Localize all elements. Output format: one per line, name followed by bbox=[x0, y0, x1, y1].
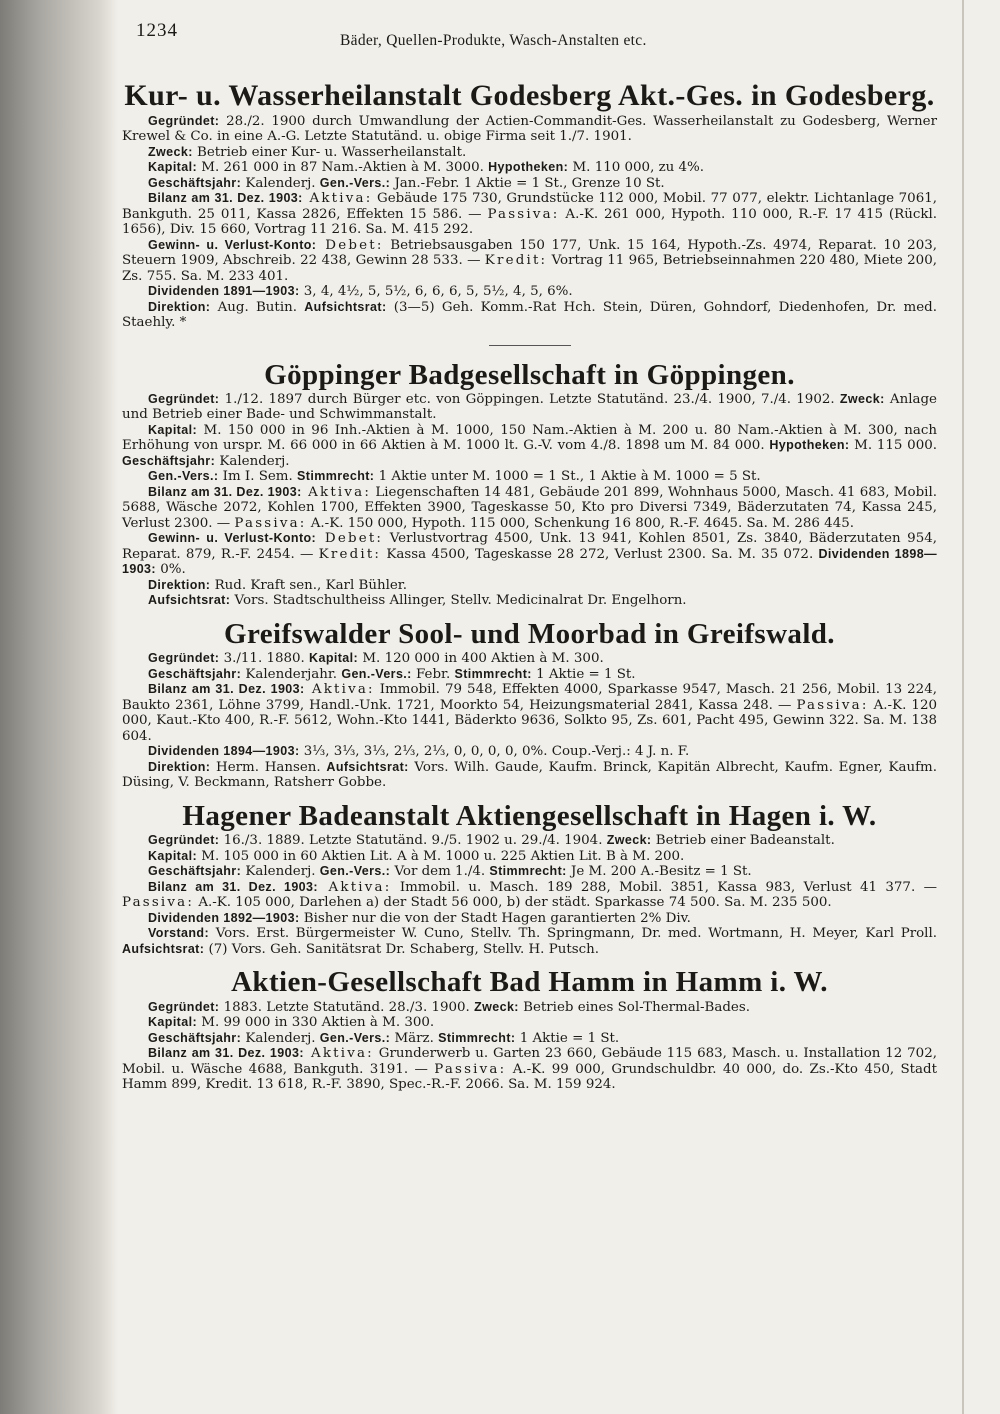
entry-title: Göppinger Badgesellschaft in Göppingen. bbox=[264, 358, 795, 391]
spaced-label: Passiva: bbox=[234, 515, 307, 531]
field-label: Geschäftsjahr: bbox=[148, 1030, 242, 1045]
paragraph bbox=[122, 1046, 937, 1093]
running-title: Bäder, Quellen-Produkte, Wasch-Anstalten etc. bbox=[340, 32, 647, 49]
text-run: Bisher nur die von der Stadt Hagen garantierten 2% Div. bbox=[299, 910, 691, 926]
field-label: Dividenden 1894—1903: bbox=[148, 744, 300, 759]
paragraph bbox=[122, 880, 937, 911]
paragraph bbox=[122, 682, 937, 744]
text-run: Im I. Sem. bbox=[218, 469, 298, 485]
text-run: M. 150 000 in 96 Inh.-Aktien à M. 1000, 150 Nam.-Aktien à M. 200 u. 80 Nam.-Aktien à M. 300, nach Erhöhung von urspr. M. 66 000 in 66 Aktien à M. 1000 lt. G.-V. vom 4./8. 1898 um M. 84 000. bbox=[122, 422, 937, 454]
entry-goeppingen bbox=[122, 360, 937, 609]
field-label: Bilanz am 31. Dez. 1903: bbox=[148, 191, 303, 205]
spaced-label: Passiva: bbox=[434, 1061, 507, 1077]
field-label: Aufsichtsrat: bbox=[122, 941, 205, 956]
text-run: 1 Aktie = 1 St. bbox=[515, 1030, 620, 1046]
paragraph bbox=[122, 1031, 937, 1047]
paragraph bbox=[122, 160, 937, 176]
paragraph bbox=[122, 469, 937, 485]
paragraph bbox=[122, 531, 937, 578]
field-label: Geschäftsjahr: bbox=[148, 666, 242, 681]
field-label: Direktion: bbox=[148, 577, 211, 592]
text-run: Kalenderj. bbox=[215, 453, 290, 469]
field-label: Aufsichtsrat: bbox=[148, 593, 231, 608]
field-label: Kapital: bbox=[148, 1015, 198, 1030]
paragraph bbox=[122, 833, 937, 849]
page-number: 1234 bbox=[136, 20, 178, 41]
text-run: 3⅓, 3⅓, 3⅓, 2⅓, 2⅓, 0, 0, 0, 0, 0%. Coup.-Verj.: 4 J. n. F. bbox=[299, 744, 690, 760]
text-run: Vortrag 11 965, Betriebseinnahmen 220 480, Miete 200, Zs. 755. Sa. M. 233 401. bbox=[122, 253, 937, 284]
text-run: A.-K. 261 000, Hypoth. 110 000, R.-F. 17 415 (Rückl. 1656), Div. 15 660, Vortrag 11 216. Sa. M. 415 292. bbox=[122, 206, 938, 237]
section-divider bbox=[489, 345, 571, 346]
entry-hamm bbox=[122, 967, 937, 1092]
field-label: Gegründet: bbox=[148, 113, 220, 128]
text-run: 1883. Letzte Statutänd. 28./3. 1900. bbox=[219, 999, 475, 1015]
field-label: Gen.-Vers.: bbox=[319, 1030, 391, 1045]
text-run: * bbox=[179, 315, 187, 330]
text-run: Immobil. 79 548, Effekten 4000, Sparkasse 9547, Masch. 21 256, Mobil. 13 224, Baukto 2361, Löhne 3799, Handl.-Unk. 1721, Moorkto 54, Heizungsmaterial 2841, Kassa 248. — bbox=[122, 682, 937, 713]
text-run: Betriebsausgaben 150 177, Unk. 15 164, Hypoth.-Zs. 4974, Reparat. 10 203, Steuern 1909, Abschreib. 22 438, Gewinn 28 533. — bbox=[122, 237, 937, 268]
text-run: Kalenderjahr. bbox=[241, 666, 342, 682]
spaced-label: Kredit: bbox=[318, 546, 382, 562]
page-edge bbox=[962, 0, 964, 1414]
book-gutter-shadow bbox=[0, 0, 118, 1414]
text-run: (7) Vors. Geh. Sanitätsrat Dr. Schaberg, Stellv. H. Putsch. bbox=[204, 941, 599, 957]
paragraph bbox=[122, 1000, 937, 1016]
text-run: Rud. Kraft sen., Karl Bühler. bbox=[210, 577, 407, 593]
text-run: 1 Aktie = 1 St. bbox=[531, 666, 636, 682]
field-label: Zweck: bbox=[839, 391, 885, 406]
paragraph bbox=[122, 651, 937, 667]
text-run: Febr. bbox=[411, 666, 455, 682]
paragraph bbox=[122, 1015, 937, 1031]
entry-title: Kur- u. Wasserheilanstalt Godesberg Akt.-Ges. in Godesberg. bbox=[124, 79, 935, 112]
entry-greifswald bbox=[122, 619, 937, 791]
paragraph bbox=[122, 578, 937, 594]
text-run: 3./11. 1880. bbox=[219, 651, 310, 667]
text-run: A.-K. 99 000, Grundschuldbr. 40 000, do. Zs.-Kto 450, Stadt Hamm 899, Kredit. 13 618, R.-F. 3890, Spec.-R.-F. 2066. Sa. M. 159 924. bbox=[122, 1061, 937, 1093]
field-label: Zweck: bbox=[606, 833, 652, 848]
paragraph bbox=[122, 667, 937, 683]
paragraph bbox=[122, 911, 937, 927]
field-label: Kapital: bbox=[148, 422, 198, 437]
text-run: Immobil. u. Masch. 189 288, Mobil. 3851, Kassa 983, Verlust 41 377. — bbox=[391, 879, 937, 895]
paragraph bbox=[122, 284, 937, 300]
field-label: Geschäftsjahr: bbox=[148, 864, 242, 879]
spaced-label: Passiva: bbox=[487, 206, 560, 222]
field-label: Geschäftsjahr: bbox=[148, 175, 242, 190]
field-label: Stimmrecht: bbox=[489, 864, 567, 879]
page-content bbox=[122, 18, 937, 1093]
field-label: Bilanz am 31. Dez. 1903: bbox=[148, 1046, 304, 1061]
field-label: Gen.-Vers.: bbox=[148, 469, 219, 484]
field-label: Hypotheken: bbox=[488, 160, 569, 174]
running-head bbox=[122, 18, 937, 54]
text-run: Je M. 200 A.-Besitz = 1 St. bbox=[566, 864, 752, 880]
text-run: Kalenderj. bbox=[241, 864, 320, 880]
field-label: Gegründet: bbox=[148, 391, 220, 406]
spaced-label: Debet: bbox=[316, 531, 384, 547]
field-label: Gen.-Vers.: bbox=[319, 175, 391, 190]
entry-title: Aktien-Gesellschaft Bad Hamm in Hamm i. W. bbox=[231, 966, 828, 999]
text-run: Kalenderj. bbox=[241, 175, 320, 191]
field-label: Gewinn- u. Verlust-Konto: bbox=[148, 237, 317, 252]
paragraph bbox=[122, 760, 937, 791]
field-label: Stimmrecht: bbox=[297, 469, 375, 484]
text-run: Kalenderj. bbox=[241, 1030, 320, 1046]
field-label: Geschäftsjahr: bbox=[122, 453, 216, 468]
text-run: Vor dem 1./4. bbox=[390, 864, 490, 880]
paragraph bbox=[122, 864, 937, 880]
field-label: Aufsichtsrat: bbox=[304, 299, 387, 314]
paragraph bbox=[122, 300, 937, 331]
text-run: 16./3. 1889. Letzte Statutänd. 9./5. 1902 u. 29./4. 1904. bbox=[219, 833, 607, 849]
text-run: A.-K. 105 000, Darlehen a) der Stadt 56 000, b) der städt. Sparkasse 74 500. Sa. M. 235 500. bbox=[194, 895, 832, 911]
spaced-label: Aktiva: bbox=[317, 879, 392, 895]
entry-title: Greifswalder Sool- und Moorbad in Greifswald. bbox=[224, 617, 835, 650]
spaced-label: Aktiva: bbox=[302, 191, 373, 206]
field-label: Dividenden 1891—1903: bbox=[148, 284, 300, 298]
field-label: Gen.-Vers.: bbox=[319, 864, 391, 879]
entry-godesberg bbox=[122, 80, 937, 331]
spaced-label: Passiva: bbox=[796, 697, 869, 713]
field-label: Gegründet: bbox=[148, 651, 220, 666]
paragraph bbox=[122, 145, 937, 161]
text-run: Vors. Wilh. Gaude, Kaufm. Brinck, Kapitän Albrecht, Kaufm. Egner, Kaufm. Düsing, V. Beckmann, Ratsherr Gobbe. bbox=[122, 759, 937, 791]
field-label: Stimmrecht: bbox=[454, 666, 532, 681]
text-run: (3—5) Geh. Komm.-Rat Hch. Stein, Düren, Gohndorf, Diedenhofen, Dr. med. Staehly. bbox=[122, 299, 937, 330]
text-run: 28./2. 1900 durch Umwandlung der Actien-Commandit-Ges. Wasserheilanstalt zu Godesberg, Werner Krewel & Co. in eine A.-G. Letzte Statutänd. u. obige Firma seit 1./7. 1901. bbox=[122, 113, 937, 144]
text-run: 1./12. 1897 durch Bürger etc. von Göppingen. Letzte Statutänd. 23./4. 1900, 7./4. 1902. bbox=[219, 391, 840, 407]
text-run: Kassa 4500, Tageskasse 28 272, Verlust 2300. Sa. M. 35 072. bbox=[381, 546, 819, 562]
paragraph bbox=[122, 744, 937, 760]
paragraph bbox=[122, 485, 937, 532]
field-label: Gewinn- u. Verlust-Konto: bbox=[148, 531, 317, 546]
text-run: A.-K. 120 000, Kaut.-Kto 400, R.-F. 5612, Wohn.-Kto 1441, Bäderkto 9636, Solkto 95, Zs. 601, Pacht 495, Gewinn 322. Sa. M. 138 604. bbox=[122, 697, 937, 744]
field-label: Dividenden 1898—1903: bbox=[122, 546, 937, 577]
field-label: Dividenden 1892—1903: bbox=[148, 910, 300, 925]
field-label: Kapital: bbox=[309, 651, 359, 666]
spaced-label: Aktiva: bbox=[303, 1046, 374, 1062]
text-run: Vors. Erst. Bürgermeister W. Cuno, Stellv. Th. Springmann, Dr. med. Wortmann, H. Meyer, Karl Proll. bbox=[209, 926, 937, 942]
field-label: Direktion: bbox=[148, 299, 211, 314]
paragraph bbox=[122, 926, 937, 957]
text-run: M. 115 000. bbox=[849, 438, 937, 454]
paragraph bbox=[122, 392, 937, 423]
spaced-label: Debet: bbox=[316, 237, 384, 253]
text-run: 1 Aktie unter M. 1000 = 1 St., 1 Aktie à M. 1000 = 5 St. bbox=[374, 469, 761, 485]
entry-title: Hagener Badeanstalt Aktiengesellschaft in Hagen i. W. bbox=[182, 799, 877, 832]
field-label: Kapital: bbox=[148, 160, 198, 174]
text-run: Betrieb eines Sol-Thermal-Bades. bbox=[518, 999, 750, 1015]
text-run: M. 120 000 in 400 Aktien à M. 300. bbox=[358, 651, 604, 667]
paragraph bbox=[122, 114, 937, 145]
text-run: A.-K. 150 000, Hypoth. 115 000, Schenkung 16 800, R.-F. 4645. Sa. M. 286 445. bbox=[306, 515, 854, 531]
text-run: Herm. Hansen. bbox=[210, 759, 327, 775]
text-run: Gebäude 175 730, Grundstücke 112 000, Mobil. 77 077, elektr. Lichtanlage 7061, Bankguth. 25 011, Kassa 2826, Effekten 15 586. — bbox=[122, 191, 937, 222]
text-run: Anlage und Betrieb einer Bade- und Schwimmanstalt. bbox=[122, 391, 937, 423]
field-label: Bilanz am 31. Dez. 1903: bbox=[148, 879, 318, 894]
text-run: 0%. bbox=[155, 562, 186, 578]
text-run: Betrieb einer Badeanstalt. bbox=[651, 833, 835, 849]
paragraph bbox=[122, 593, 937, 609]
field-label: Bilanz am 31. Dez. 1903: bbox=[148, 484, 302, 499]
spaced-label: Passiva: bbox=[122, 895, 195, 911]
spaced-label: Aktiva: bbox=[301, 484, 372, 500]
text-run: M. 261 000 in 87 Nam.-Aktien à M. 3000. bbox=[197, 160, 489, 175]
paragraph bbox=[122, 238, 937, 285]
field-label: Kapital: bbox=[148, 848, 198, 863]
field-label: Vorstand: bbox=[148, 926, 210, 941]
field-label: Gegründet: bbox=[148, 833, 220, 848]
field-label: Zweck: bbox=[474, 999, 519, 1014]
field-label: Direktion: bbox=[148, 759, 211, 774]
spaced-label: Aktiva: bbox=[304, 682, 375, 698]
text-run: M. 110 000, zu 4%. bbox=[568, 160, 705, 175]
spaced-label: Kredit: bbox=[484, 253, 548, 268]
text-run: Vors. Stadtschultheiss Allinger, Stellv. Medicinalrat Dr. Engelhorn. bbox=[230, 593, 687, 609]
text-run: Jan.-Febr. 1 Aktie = 1 St., Grenze 10 St. bbox=[390, 175, 665, 191]
field-label: Bilanz am 31. Dez. 1903: bbox=[148, 682, 305, 697]
text-run: M. 99 000 in 330 Aktien à M. 300. bbox=[197, 1015, 435, 1031]
field-label: Hypotheken: bbox=[769, 438, 850, 453]
paragraph bbox=[122, 191, 937, 238]
text-run: Liegenschaften 14 481, Gebäude 201 899, Wohnhaus 5000, Masch. 41 683, Mobil. 5688, Wäsche 2072, Kohlen 1700, Effekten 3900, Tageskasse 50, Kto pro Diversi 7349, Bäderzutaten 74, Kassa 245, Verlust 2300. — bbox=[122, 484, 937, 531]
field-label: Gen.-Vers.: bbox=[341, 666, 412, 681]
entry-hagen bbox=[122, 801, 937, 957]
text-run: Verlustvortrag 4500, Unk. 13 941, Kohlen 8501, Zs. 3840, Bäderzutaten 954, Reparat. 879, R.-F. 2454. — bbox=[122, 531, 937, 562]
paragraph bbox=[122, 176, 937, 192]
text-run: Betrieb einer Kur- u. Wasserheilanstalt. bbox=[192, 144, 467, 160]
text-run: Grunderwerb u. Garten 23 660, Gebäude 115 683, Masch. u. Installation 12 702, Mobil. u. Wäsche 4688, Bankguth. 3191. — bbox=[122, 1046, 937, 1077]
text-run: 3, 4, 4½, 5, 5½, 6, 6, 6, 5, 5½, 4, 5, 6%. bbox=[299, 284, 573, 299]
paragraph bbox=[122, 849, 937, 865]
field-label: Aufsichtsrat: bbox=[326, 759, 409, 774]
field-label: Stimmrecht: bbox=[438, 1030, 516, 1045]
field-label: Gegründet: bbox=[148, 999, 220, 1014]
text-run: März. bbox=[390, 1030, 439, 1046]
text-run: Aug. Butin. bbox=[210, 299, 305, 315]
paragraph bbox=[122, 423, 937, 470]
field-label: Zweck: bbox=[148, 144, 193, 159]
text-run: M. 105 000 in 60 Aktien Lit. A à M. 1000 u. 225 Aktien Lit. B à M. 200. bbox=[197, 848, 685, 864]
